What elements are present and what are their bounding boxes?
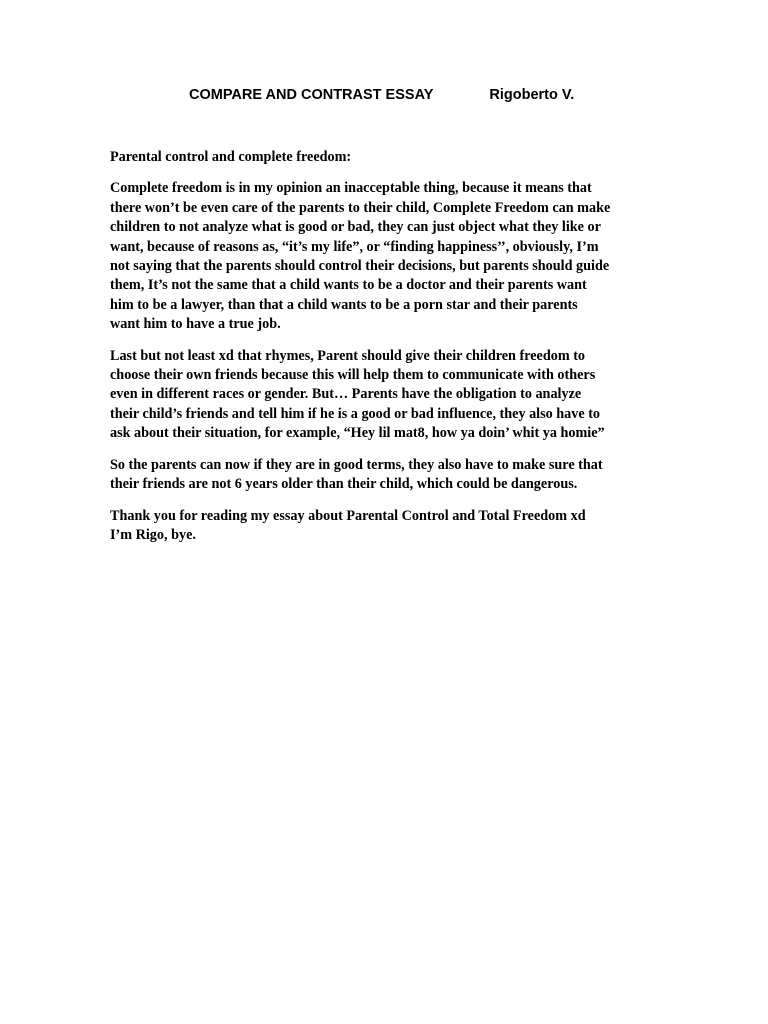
paragraph-good-terms: So the parents can now if they are in good terms, they also have to make sure that their friends are not 6 years older than their child, which could be dangerous. <box>110 456 603 493</box>
paragraph-closing: Thank you for reading my essay about Parental Control and Total Freedom xd I’m Rigo, bye. <box>110 507 586 543</box>
author-name: Rigoberto V. <box>489 87 575 103</box>
paragraph-complete-freedom: Complete freedom is in my opinion an inacceptable thing, because it means that there won’t be even care of the parents to their child, Complete Freedom can make children to not analyze what is good or bad, they can just object what they like or want, because of reasons as, “it’s my life”, or “finding happiness’’, obviously, I’m not saying that the parents should control their decisions, but parents should guide them, It’s not the same that a child wants to be a doctor and their parents want him to be a lawyer, than that a child wants to be a porn star and their parents want him to have a true job. <box>110 180 611 333</box>
essay-subtitle: Parental control and complete freedom: <box>110 149 352 165</box>
essay-body <box>110 148 666 557</box>
title-row <box>189 86 574 104</box>
essay-heading: COMPARE AND CONTRAST ESSAY <box>189 87 434 103</box>
paragraph-choosing-friends: Last but not least xd that rhymes, Parent should give their children freedom to choose their own friends because this will help them to communicate with others even in different races or gender. But… Parents have the obligation to analyze their child’s friends and tell him if he is a good or bad influence, they also have to ask about their situation, for example, “Hey lil mat8, how ya doin’ whit ya homie” <box>110 347 605 442</box>
